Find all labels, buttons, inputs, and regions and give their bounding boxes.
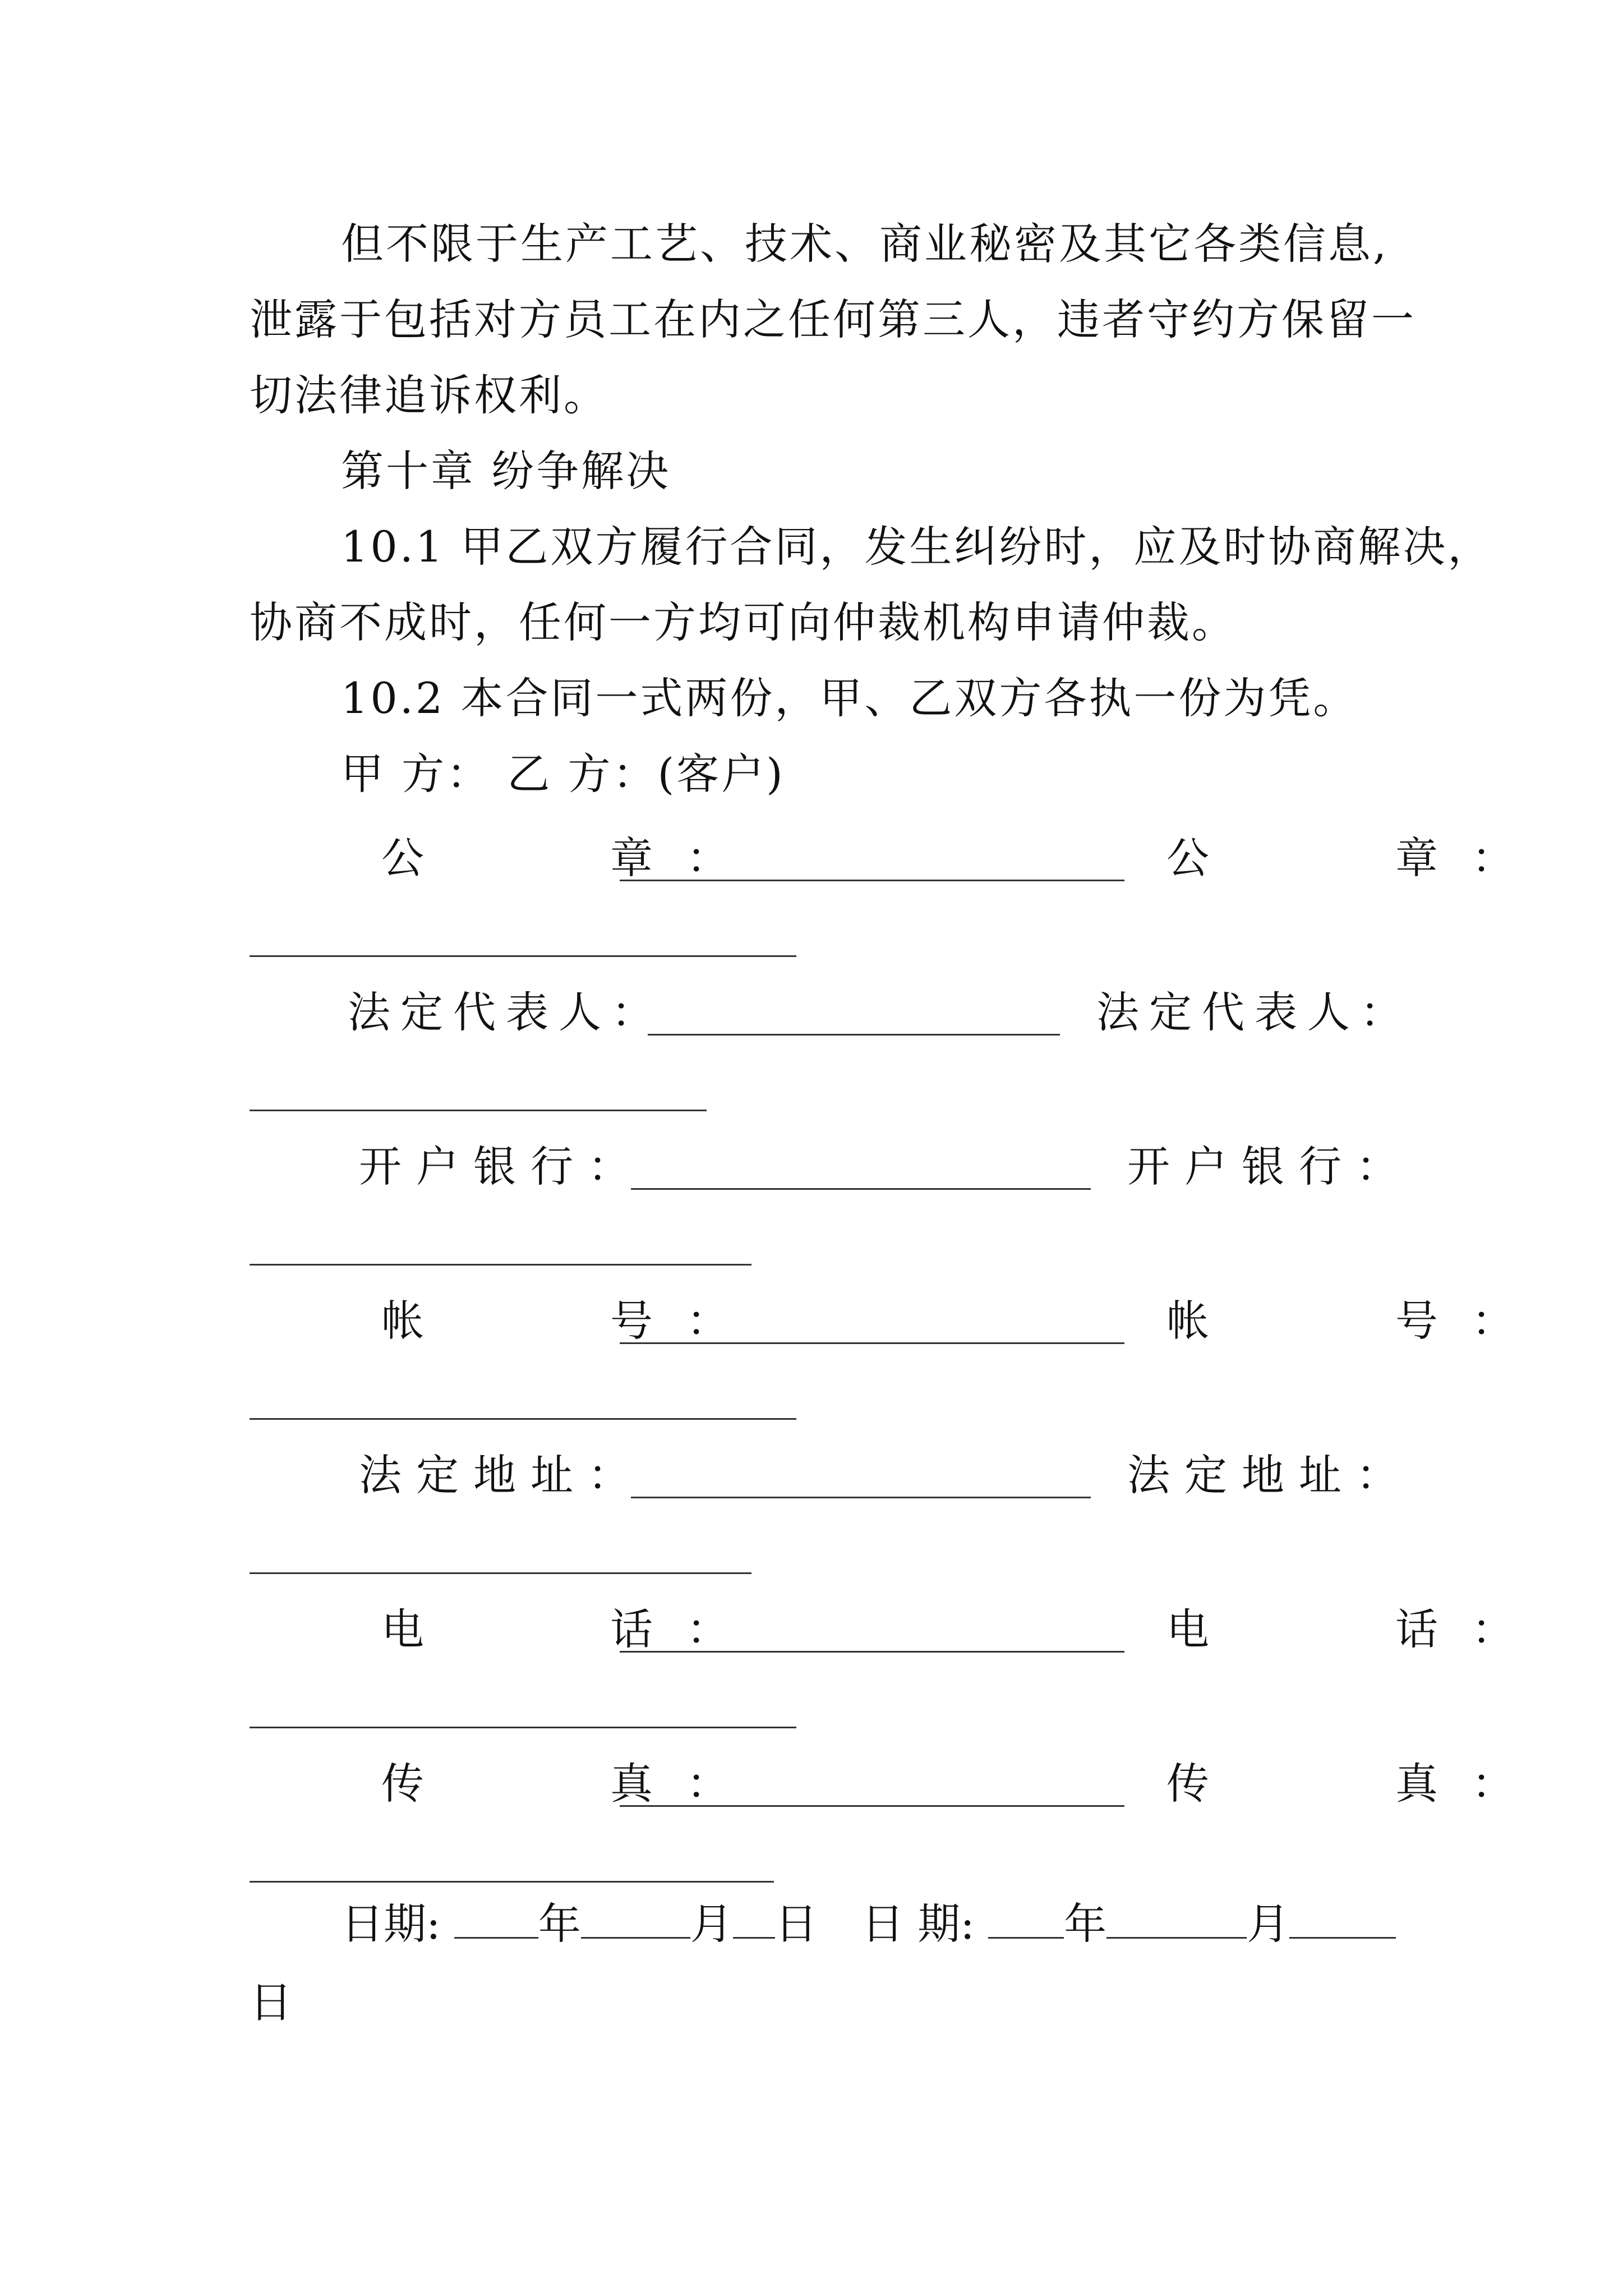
signature-row-bank (336, 1139, 1413, 1195)
phone-field-a[interactable] (620, 1651, 1124, 1653)
fax-label-a: 传 真： (381, 1759, 763, 1809)
signature-row-seal (336, 830, 1548, 886)
date-row (341, 1896, 1396, 1952)
fax-label-b: 传 真： (1166, 1759, 1548, 1809)
phone-field-b[interactable] (250, 1727, 796, 1728)
paragraph-line: 切法律追诉权利。 (250, 370, 608, 420)
chapter-title: 第十章 纷争解决 (341, 446, 671, 496)
paragraph-line: 但不限于生产工艺、技术、商业秘密及其它各类信息, (341, 219, 1389, 269)
bank-label-a: 开户银行： (359, 1142, 645, 1191)
paragraph-line: 10.1 甲乙双方履行合同，发生纠纷时，应及时协商解决， (341, 522, 1493, 572)
month-field-b[interactable] (1106, 1903, 1247, 1939)
seal-label-b: 公 章： (1166, 833, 1548, 883)
seal-field-b[interactable] (250, 955, 796, 957)
account-field-b[interactable] (250, 1418, 796, 1420)
seal-label-a: 公 章： (381, 833, 763, 883)
signature-row-legal-rep (336, 984, 1413, 1041)
address-field-a[interactable] (631, 1497, 1091, 1498)
month-label-a: 月 (690, 1899, 733, 1949)
signature-row-phone (336, 1602, 1548, 1658)
day-field-b[interactable] (1289, 1903, 1396, 1939)
day-label-a: 日 (774, 1899, 818, 1949)
fax-field-b[interactable] (250, 1881, 774, 1883)
bank-label-b: 开户银行： (1127, 1142, 1413, 1191)
month-label-b: 月 (1247, 1899, 1290, 1949)
seal-field-a[interactable] (620, 880, 1124, 881)
year-field-b[interactable] (988, 1903, 1064, 1939)
phone-label-b: 电 话： (1166, 1604, 1548, 1654)
address-label-b: 法定地址： (1127, 1450, 1413, 1500)
signature-row-address (336, 1447, 1413, 1503)
legal-rep-field-a[interactable] (648, 1034, 1060, 1036)
year-label-b: 年 (1064, 1899, 1107, 1949)
parties-line: 甲 方： 乙 方：(客户) (341, 749, 785, 799)
account-field-a[interactable] (620, 1342, 1124, 1344)
bank-field-b[interactable] (250, 1264, 751, 1266)
year-field-a[interactable] (454, 1903, 538, 1939)
month-field-a[interactable] (581, 1903, 690, 1939)
day-field-a[interactable] (733, 1903, 775, 1939)
paragraph-line: 10.2 本合同一式两份，甲、乙双方各执一份为凭。 (341, 673, 1358, 723)
date-label-a: 日期: (341, 1899, 441, 1949)
legal-rep-label-a: 法定代表人： (348, 987, 664, 1037)
phone-label-a: 电 话： (381, 1604, 763, 1654)
account-label-b: 帐 号： (1166, 1296, 1548, 1346)
paragraph-line: 协商不成时，任何一方均可向仲裁机构申请仲裁。 (250, 597, 1237, 647)
account-label-a: 帐 号： (381, 1296, 763, 1346)
signature-row-fax (336, 1756, 1548, 1812)
address-label-a: 法定地址： (359, 1450, 645, 1500)
day-label-b: 日 (250, 1977, 294, 2027)
bank-field-a[interactable] (631, 1188, 1091, 1190)
signature-row-account (336, 1293, 1548, 1349)
year-label-a: 年 (538, 1899, 581, 1949)
legal-rep-label-b: 法定代表人： (1096, 987, 1413, 1037)
fax-field-a[interactable] (620, 1805, 1124, 1807)
address-field-b[interactable] (250, 1572, 751, 1574)
date-label-b: 日 期: (861, 1899, 975, 1949)
paragraph-line: 泄露于包括对方员工在内之任何第三人，违者守约方保留一 (250, 295, 1416, 344)
legal-rep-field-b[interactable] (250, 1110, 707, 1111)
